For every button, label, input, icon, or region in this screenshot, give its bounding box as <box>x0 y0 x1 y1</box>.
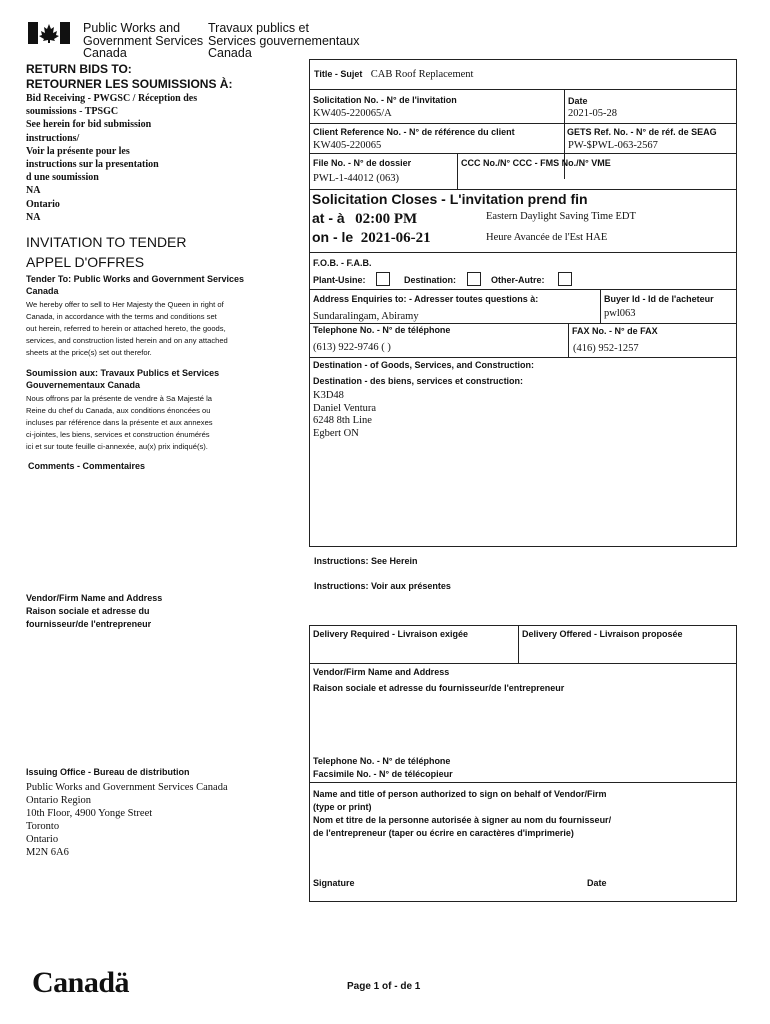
canada-wordmark: Canadä <box>32 966 130 999</box>
telephone-label: Telephone No. - N° de téléphone <box>313 325 451 335</box>
on-label: on - le <box>312 229 354 245</box>
solicitation-value: KW405-220065/A <box>313 108 392 119</box>
return-bids-address: Bid Receiving - PWGSC / Réception des soumissions - TPSGC See herein for bid submission instructions/ Voir la présente pour les instructions sur la presentation d une soumission NA Ontario NA <box>26 93 198 223</box>
file-value: PWL-1-44012 (063) <box>313 173 400 184</box>
on-value: 2021-06-21 <box>360 230 431 246</box>
department-name-fr: Travaux publics et Services gouvernementaux Canada <box>208 21 360 60</box>
destination-goods-fr: Destination - des biens, services et construction: <box>313 376 524 386</box>
destination-checkbox[interactable] <box>467 272 481 286</box>
canada-flag-icon <box>28 22 70 44</box>
title-label: Title - Sujet <box>314 69 363 79</box>
department-name-en: Public Works and Government Services Canada <box>83 21 204 60</box>
plant-usine-checkbox[interactable] <box>376 272 390 286</box>
delivery-offered-label: Delivery Offered - Livraison proposée <box>522 629 683 639</box>
page-number: Page 1 of - de 1 <box>347 981 421 992</box>
offer-text-en: We hereby offer to sell to Her Majesty the Queen in right of Canada, in accordance with the terms and conditions set out herein, referred to herein or attached hereto, the goods, services, and construction listed herein and on any attached sheets at the price(s) set out therefor. <box>26 300 228 357</box>
date-value: 2021-05-28 <box>568 108 617 119</box>
offer-text-fr: Nous offrons par la présente de vendre à Sa Majesté la Reine du chef du Canada, aux conditions énoncées ou incluses par référence dans la présente et aux annexes ci-jointes, les biens, services et construction énumérés ici et sur toute feuille ci-annexée, au(x) prix indiqué(s). <box>26 394 213 451</box>
other-autre-checkbox[interactable] <box>558 272 572 286</box>
gets-value: PW-$PWL-063-2567 <box>568 140 658 151</box>
title-value: CAB Roof Replacement <box>370 69 474 80</box>
vendor-name-label-fr: Raison sociale et adresse du fournisseur/de l'entrepreneur <box>313 683 565 693</box>
client-ref-value: KW405-220065 <box>313 140 382 151</box>
telephone-value: (613) 922-9746 ( ) <box>313 342 391 353</box>
authorized-person-label: Name and title of person authorized to sign on behalf of Vendor/Firm (type or print) Nom et titre de la personne autorisée à signer au nom du fournisseur/ de l'entrepreneur (taper ou écrire en caractères d'imprimerie) <box>313 789 612 838</box>
address-enquiries-value: Sundaralingam, Abiramy <box>313 311 419 322</box>
destination-address: K3D48 Daniel Ventura 6248 8th Line Egbert ON <box>313 390 377 439</box>
soumission-aux: Soumission aux: Travaux Publics et Services Gouvernementaux Canada <box>26 368 220 390</box>
file-label: File No. - N° de dossier <box>313 158 412 168</box>
fax-label: FAX No. - N° de FAX <box>572 326 658 336</box>
instructions-en: Instructions: See Herein <box>314 556 418 566</box>
closing-date-row <box>312 229 431 247</box>
timezone-fr: Heure Avancée de l'Est HAE <box>486 232 608 243</box>
signature-date-label: Date <box>587 878 607 888</box>
solicitation-closes: Solicitation Closes - L'invitation prend fin <box>312 191 588 207</box>
at-label: at - à <box>312 210 345 226</box>
signature-label: Signature <box>313 878 355 888</box>
date-label: Date <box>568 96 588 106</box>
issuing-office-label: Issuing Office - Bureau de distribution <box>26 767 190 777</box>
plant-usine-label: Plant-Usine: <box>313 275 366 285</box>
fax-value: (416) 952-1257 <box>573 343 639 354</box>
address-enquiries-label: Address Enquiries to: - Adresser toutes questions à: <box>313 294 539 304</box>
buyer-id-label: Buyer Id - Id de l'acheteur <box>604 294 714 304</box>
instructions-fr: Instructions: Voir aux présentes <box>314 581 451 591</box>
vendor-name-label-en: Vendor/Firm Name and Address <box>313 667 450 677</box>
gets-label: GETS Ref. No. - N° de réf. de SEAG <box>567 127 717 137</box>
invitation-title: INVITATION TO TENDER APPEL D'OFFRES <box>26 234 187 270</box>
at-value: 02:00 PM <box>355 211 418 227</box>
solicitation-label: Solicitation No. - N° de l'invitation <box>313 95 457 105</box>
fob-label: F.O.B. - F.A.B. <box>313 258 372 268</box>
ccc-label: CCC No./N° CCC - FMS No./N° VME <box>461 158 611 168</box>
return-bids-title: RETURN BIDS TO: RETOURNER LES SOUMISSIONS À: <box>26 62 233 91</box>
comments-label: Comments - Commentaires <box>28 461 146 471</box>
client-ref-label: Client Reference No. - N° de référence du client <box>313 127 515 137</box>
destination-label: Destination: <box>404 275 457 285</box>
other-autre-label: Other-Autre: <box>491 275 545 285</box>
destination-goods-en: Destination - of Goods, Services, and Construction: <box>313 360 535 370</box>
vendor-firm-label: Vendor/Firm Name and Address Raison sociale et adresse du fournisseur/de l'entrepreneur <box>26 593 163 629</box>
vendor-fax-label: Facsimile No. - N° de télécopieur <box>313 769 453 779</box>
title-row <box>314 64 473 82</box>
vendor-telephone-label: Telephone No. - N° de téléphone <box>313 756 451 766</box>
buyer-id-value: pwl063 <box>604 308 636 319</box>
closing-time-row <box>312 210 417 228</box>
tender-to: Tender To: Public Works and Government Services Canada <box>26 274 245 296</box>
issuing-office-address: Public Works and Government Services Canada Ontario Region 10th Floor, 4900 Yonge Street Toronto Ontario M2N 6A6 <box>26 782 228 858</box>
delivery-required-label: Delivery Required - Livraison exigée <box>313 629 469 639</box>
timezone-en: Eastern Daylight Saving Time EDT <box>486 211 636 222</box>
